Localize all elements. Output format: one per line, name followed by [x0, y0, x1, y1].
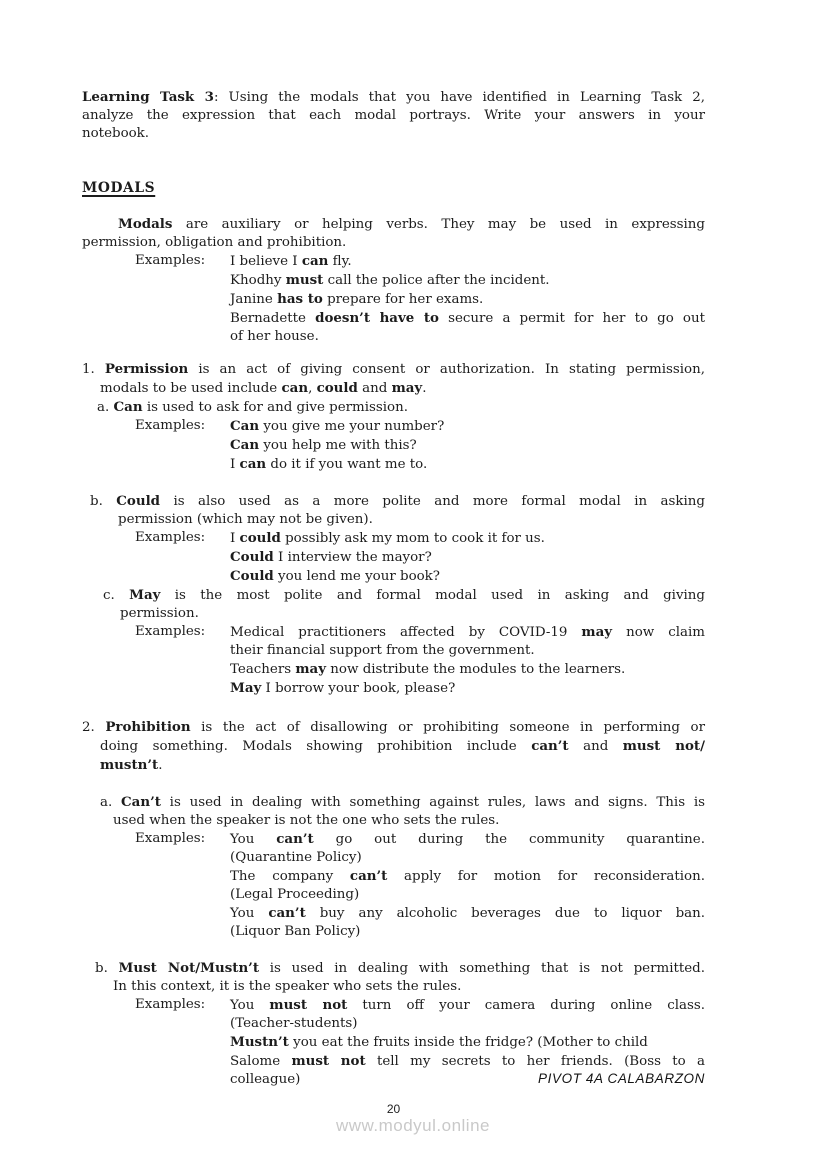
bold-run: Could [230, 568, 274, 584]
text-line [82, 360, 705, 379]
text-run: I believe I [230, 254, 302, 269]
text-line [82, 179, 705, 197]
text-run: is the act of disallowing or prohibiting someone in performing or [190, 720, 705, 735]
bold-run: Can’t [121, 794, 161, 810]
examples-label: Examples: [135, 624, 206, 639]
text-line [230, 679, 705, 698]
text-run: turn off your camera during online class. [347, 998, 705, 1013]
text-line [230, 271, 705, 290]
text-run: you lend me your book? [273, 569, 440, 584]
text-run: b. [90, 494, 117, 509]
text-run: are auxiliary or helping verbs. They may be used in expressing [172, 217, 705, 232]
text-run: of her house. [230, 329, 319, 344]
text-line [95, 959, 706, 978]
examples-content [230, 830, 705, 941]
text-line [230, 904, 705, 923]
text-line [230, 529, 705, 548]
bold-run: May [129, 587, 161, 603]
text-run: , [308, 381, 317, 396]
text-run: and [568, 739, 623, 754]
examples-label: Examples: [135, 253, 206, 268]
bold-run: Could [116, 493, 161, 509]
modals-heading [82, 179, 705, 197]
text-run: doing something. Modals showing prohibition include [100, 739, 532, 754]
text-line [230, 328, 705, 346]
learning-task-3-paragraph [82, 88, 705, 143]
bold-run: May [230, 680, 262, 696]
bold-run: can [301, 253, 329, 269]
text-line [100, 793, 705, 812]
text-run: you help me with this? [259, 438, 417, 453]
text-line [113, 978, 705, 996]
text-run: go out during the community quarantine. [313, 832, 705, 847]
footer-attribution: PIVOT 4A CALABARZON [538, 1071, 705, 1086]
text-line [82, 234, 705, 252]
text-run: used when the speaker is not the one who sets the rules. [113, 813, 500, 828]
text-run: colleague) [230, 1072, 301, 1087]
bold-run: must [285, 272, 324, 288]
text-line [230, 1033, 705, 1052]
bold-run: Can [230, 437, 260, 453]
text-run: The company [230, 869, 350, 884]
text-line [120, 605, 705, 623]
text-run: permission, obligation and prohibition. [82, 235, 347, 250]
text-line [100, 756, 705, 775]
text-run: is used in dealing with something that is not permitted. [259, 961, 706, 976]
text-run: and [357, 381, 392, 396]
text-run: a. [97, 400, 114, 415]
text-line [82, 107, 705, 125]
text-run: is used in dealing with something against rules, laws and signs. This is [160, 795, 705, 810]
text-line [103, 586, 705, 605]
text-line [230, 290, 705, 309]
bold-run: could [239, 530, 281, 546]
bold-run: Mustn’t [230, 1034, 289, 1050]
examples-content [230, 252, 705, 346]
text-run: (Quarantine Policy) [230, 850, 362, 865]
bold-run: could [316, 380, 358, 396]
bold-run: has to [277, 291, 323, 307]
text-run: a. [100, 795, 121, 810]
bold-run: must not [291, 1053, 366, 1069]
text-line [82, 88, 705, 107]
bold-run: Modals [118, 216, 173, 232]
text-line [230, 867, 705, 886]
text-run: now distribute the modules to the learners. [326, 662, 626, 677]
text-line [230, 623, 705, 642]
text-run: : Using the modals that you have identified in Learning Task 2, [213, 90, 705, 105]
examples-label: Examples: [135, 831, 206, 846]
text-run: buy any alcoholic beverages due to liquor ban. [305, 906, 705, 921]
text-run: prepare for her exams. [322, 292, 484, 307]
bold-run: Permission [104, 361, 189, 377]
text-line [82, 215, 705, 234]
item-1a-can [82, 398, 705, 417]
examples-label: Examples: [135, 530, 206, 545]
bold-run: can’t [268, 905, 306, 921]
bold-run: may [391, 380, 423, 396]
examples-modals [82, 252, 705, 346]
page-number: 20 [386, 1102, 401, 1116]
examples-label: Examples: [135, 418, 206, 433]
item-1-permission [82, 360, 705, 398]
text-run: call the police after the incident. [323, 273, 550, 288]
text-line [230, 436, 705, 455]
text-run: secure a permit for her to go out [438, 311, 705, 326]
text-run: I interview the mayor? [273, 550, 432, 565]
text-run: apply for motion for reconsideration. [387, 869, 705, 884]
text-run: . [158, 758, 163, 773]
document-body [82, 88, 705, 1089]
text-line [230, 642, 705, 660]
text-run: notebook. [82, 126, 150, 141]
text-run: b. [95, 961, 119, 976]
bold-run: Prohibition [105, 719, 191, 735]
bold-run: may [295, 661, 327, 677]
bold-run: can [281, 380, 309, 396]
text-run: . [422, 381, 427, 396]
bold-run: Can [113, 399, 143, 415]
text-line [230, 252, 705, 271]
text-line [82, 718, 705, 737]
bold-run: MODALS [82, 180, 156, 196]
text-run: permission. [120, 606, 199, 621]
examples-content [230, 417, 705, 474]
text-run: possibly ask my mom to cook it for us. [280, 531, 545, 546]
bold-run: Could [230, 549, 274, 565]
text-run: you give me your number? [259, 419, 445, 434]
text-run: c. [103, 588, 130, 603]
item-2b-must-not [82, 959, 705, 996]
text-line [230, 309, 705, 328]
text-run: In this context, it is the speaker who sets the rules. [113, 979, 462, 994]
bold-run: can’t [531, 738, 569, 754]
text-run: 2. [82, 720, 106, 735]
examples-can [82, 417, 705, 474]
text-run: you eat the fruits inside the fridge? (Mother to child [288, 1035, 648, 1050]
text-run: (Legal Proceeding) [230, 887, 360, 902]
text-run: You [230, 906, 269, 921]
text-line [230, 923, 705, 941]
text-run: modals to be used include [100, 381, 282, 396]
text-run: Khodhy [230, 273, 286, 288]
text-line [230, 1015, 705, 1033]
text-line [230, 417, 705, 436]
text-run: You [230, 832, 277, 847]
item-1c-may [82, 586, 705, 623]
examples-content [230, 623, 705, 698]
bold-run: Learning Task 3 [82, 89, 214, 105]
text-line [230, 660, 705, 679]
text-run: I [230, 457, 240, 472]
bold-run: may [581, 624, 613, 640]
text-line [230, 886, 705, 904]
bold-run: can’t [349, 868, 388, 884]
text-line [100, 737, 705, 756]
text-line [82, 125, 705, 143]
text-run: I [230, 531, 240, 546]
text-line [100, 379, 705, 398]
text-line [230, 996, 705, 1015]
bold-run: must not [269, 997, 348, 1013]
modals-definition-paragraph [82, 215, 705, 252]
bold-run: Can [230, 418, 260, 434]
text-run: their financial support from the government. [230, 643, 535, 658]
text-run: do it if you want me to. [266, 457, 428, 472]
text-line [118, 511, 705, 529]
examples-content [230, 529, 705, 586]
text-run: tell my secrets to her friends. (Boss to a [365, 1054, 705, 1069]
text-run: is the most polite and formal modal used in asking and giving [160, 588, 705, 603]
text-line [230, 830, 705, 849]
text-line [90, 492, 705, 511]
bold-run: can [239, 456, 267, 472]
text-line [230, 455, 705, 474]
bold-run: can’t [276, 831, 314, 847]
text-run: analyze the expression that each modal portrays. Write your answers in your [82, 108, 705, 123]
examples-may [82, 623, 705, 698]
text-run: Salome [230, 1054, 292, 1069]
text-run: (Teacher-students) [230, 1016, 358, 1031]
bold-run: mustn’t [100, 757, 159, 773]
text-line [113, 812, 705, 830]
text-run: is used to ask for and give permission. [142, 400, 408, 415]
text-run: 1. [82, 362, 105, 377]
text-run: I borrow your book, please? [261, 681, 456, 696]
text-run: Medical practitioners affected by COVID-19 [230, 625, 582, 640]
bold-run: Must Not/Mustn’t [118, 960, 260, 976]
text-line [230, 1052, 705, 1071]
text-run: now claim [612, 625, 705, 640]
text-line [230, 849, 705, 867]
text-line [97, 398, 705, 417]
text-run: Bernadette [230, 311, 316, 326]
watermark-text: www.modyul.online [335, 1116, 490, 1135]
examples-label: Examples: [135, 997, 206, 1012]
text-run: fly. [328, 254, 352, 269]
item-2-prohibition [82, 718, 705, 775]
text-run: is an act of giving consent or authorization. In stating permission, [188, 362, 705, 377]
text-line [230, 567, 705, 586]
text-run: You [230, 998, 270, 1013]
examples-could [82, 529, 705, 586]
text-line [230, 548, 705, 567]
text-run: Janine [230, 292, 278, 307]
item-2a-cant [82, 793, 705, 830]
examples-cant [82, 830, 705, 941]
text-run: Teachers [230, 662, 296, 677]
bold-run: must not/ [622, 738, 705, 754]
text-run: (Liquor Ban Policy) [230, 924, 361, 939]
bold-run: doesn’t have to [315, 310, 439, 326]
item-1b-could [82, 492, 705, 529]
text-run: permission (which may not be given). [118, 512, 373, 527]
text-run: is also used as a more polite and more formal modal in asking [160, 494, 705, 509]
